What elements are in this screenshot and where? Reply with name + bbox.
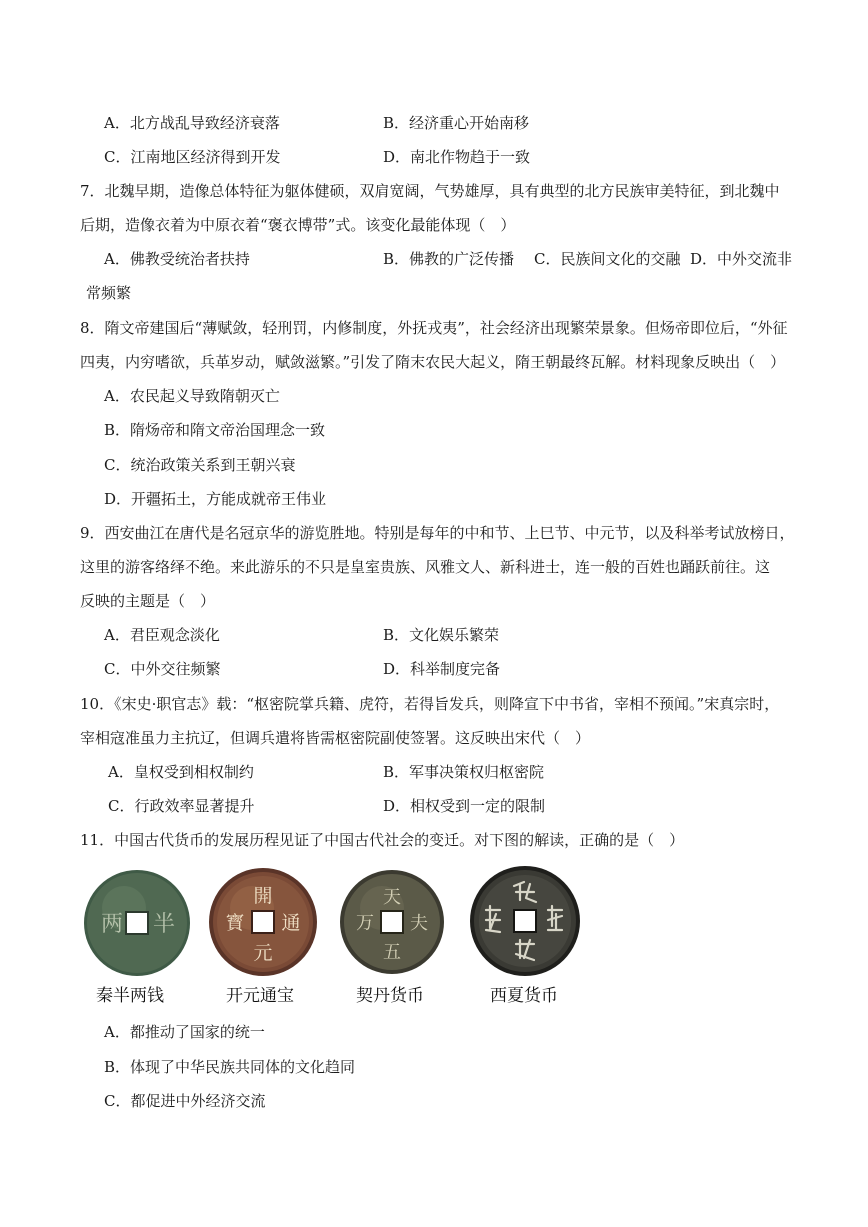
coin-xixia-image <box>468 864 582 978</box>
q7-stem-line-1: 7．北魏早期，造像总体特征为躯体健硕，双肩宽阔，气势雄厚，具有典型的北方民族审美特征，到北魏中 <box>80 182 780 200</box>
q8-stem-line-2: 四夷，内穷嗜欲，兵革岁动，赋敛滋繁。”引发了隋末农民大起义，隋王朝最终瓦解。材料现象反映出（ ） <box>80 353 786 371</box>
q9-option-a: A．君臣观念淡化 <box>104 626 220 644</box>
q11-option-c: C．都促进中外经济交流 <box>104 1092 266 1110</box>
q8-option-c: C．统治政策关系到王朝兴衰 <box>104 456 296 474</box>
coin-kaiyuan-char-top: 開 <box>253 885 273 907</box>
q6-option-c: C．江南地区经济得到开发 <box>104 148 281 166</box>
q7-option-d: D．中外交流非 <box>690 250 793 268</box>
q8-option-b: B．隋炀帝和隋文帝治国理念一致 <box>104 421 326 439</box>
q6-option-a: A．北方战乱导致经济衰落 <box>104 114 280 132</box>
q7-option-c: C．民族间文化的交融 <box>534 250 681 268</box>
q9-stem-line-1: 9．西安曲江在唐代是名冠京华的游览胜地。特别是每年的中和节、上巳节、中元节，以及科举考试放榜日， <box>80 524 795 542</box>
q6-option-b: B．经济重心开始南移 <box>383 114 530 132</box>
coin-kaiyuan-char-right: 通 <box>281 912 301 934</box>
coin-qidan-image <box>338 868 446 976</box>
q10-option-d: D．相权受到一定的限制 <box>383 797 546 815</box>
coin-qidan-char-bottom: 五 <box>383 942 401 963</box>
q8-option-d: D．开疆拓土，方能成就帝王伟业 <box>104 490 327 508</box>
coin-qin-banliang-image <box>82 868 192 978</box>
q7-stem-line-2: 后期，造像衣着为中原衣着“褒衣博带”式。该变化最能体现（ ） <box>80 216 516 234</box>
coin-qin-banliang-caption: 秦半两钱 <box>96 986 164 1006</box>
q7-option-b: B．佛教的广泛传播 <box>383 250 515 268</box>
q10-option-b: B．军事决策权归枢密院 <box>383 763 545 781</box>
q10-option-a: A．皇权受到相权制约 <box>108 763 254 781</box>
coin-kaiyuan-tongbao-image <box>207 866 319 978</box>
q9-stem-line-3: 反映的主题是（ ） <box>80 592 216 610</box>
coin-qidan-char-left: 万 <box>356 913 374 934</box>
q10-stem-line-2: 宰相寇准虽力主抗辽，但调兵遣将皆需枢密院副使签署。这反映出宋代（ ） <box>80 729 591 747</box>
coin-qidan-char-top: 天 <box>383 887 401 908</box>
q7-option-a: A．佛教受统治者扶持 <box>104 250 250 268</box>
q9-option-c: C．中外交往频繁 <box>104 660 221 678</box>
coin-kaiyuan-char-left: 寳 <box>225 912 245 934</box>
q10-option-c: C．行政效率显著提升 <box>108 797 255 815</box>
q9-option-b: B．文化娱乐繁荣 <box>383 626 500 644</box>
coin-kaiyuan-tongbao-caption: 开元通宝 <box>226 986 294 1006</box>
q9-option-d: D．科举制度完备 <box>383 660 501 678</box>
q7-option-d-continued: 常频繁 <box>86 284 132 302</box>
q10-stem-line-1: 10．《宋史·职官志》载：“枢密院掌兵籍、虎符，若得旨发兵，则降宣下中书省，宰相不预闻。”宋真宗时， <box>80 695 780 713</box>
coin-xixia-caption: 西夏货币 <box>490 986 558 1006</box>
q9-stem-line-2: 这里的游客络绎不绝。来此游乐的不只是皇室贵族、风雅文人、新科进士，连一般的百姓也踊跃前往。这 <box>80 558 771 576</box>
q11-option-a: A．都推动了国家的统一 <box>104 1023 265 1041</box>
coin-kaiyuan-char-bottom: 元 <box>253 942 273 964</box>
q6-option-d: D．南北作物趋于一致 <box>383 148 531 166</box>
coin-qin-char-left: 两 <box>100 912 124 937</box>
q8-stem-line-1: 8．隋文帝建国后“薄赋敛，轻刑罚，内修制度，外抚戎夷”，社会经济出现繁荣景象。但炀帝即位后，“外征 <box>80 319 788 337</box>
coin-qidan-caption: 契丹货币 <box>356 986 424 1006</box>
coin-qidan-char-right: 夫 <box>410 913 428 934</box>
q8-option-a: A．农民起义导致隋朝灭亡 <box>104 387 280 405</box>
q11-stem-line-1: 11．中国古代货币的发展历程见证了中国古代社会的变迁。对下图的解读，正确的是（ ） <box>80 831 685 849</box>
coin-qin-char-right: 半 <box>152 912 176 937</box>
q11-option-b: B．体现了中华民族共同体的文化趋同 <box>104 1058 356 1076</box>
